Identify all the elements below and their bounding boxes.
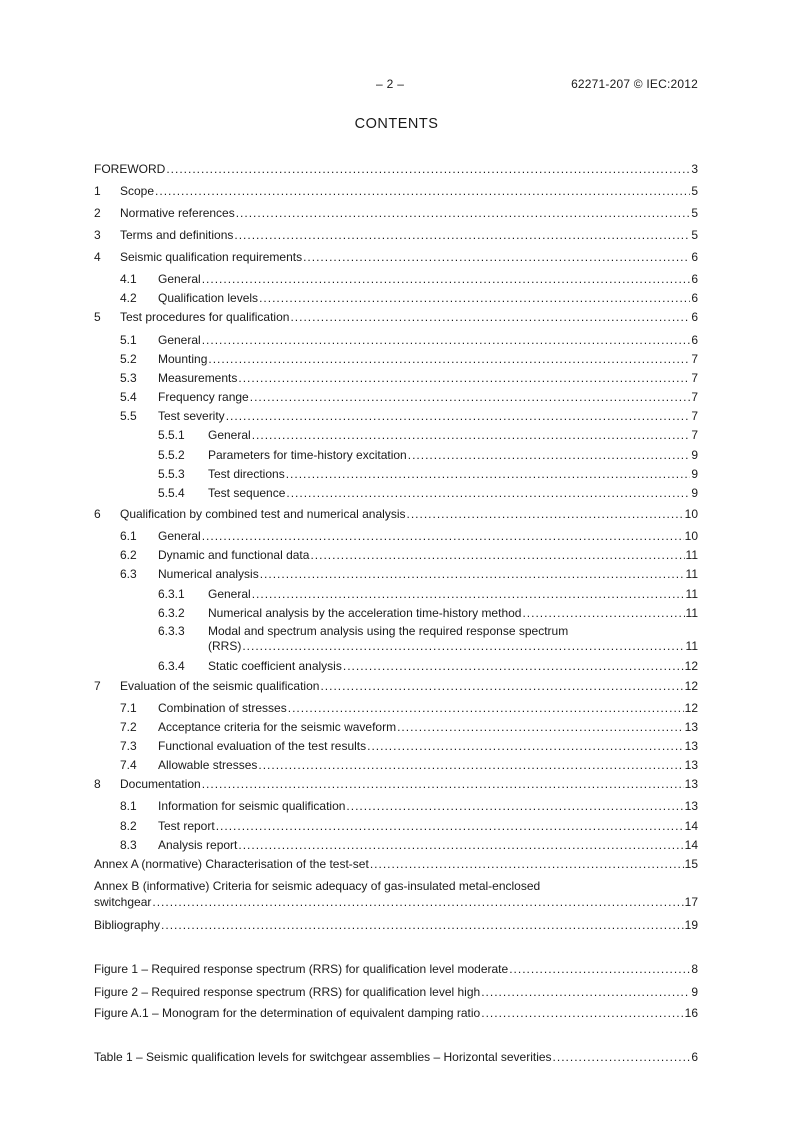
toc-entry-5-5-3[interactable] (94, 465, 698, 481)
toc-entry-annex-a[interactable] (94, 855, 698, 871)
toc-number: 6.3 (120, 567, 137, 581)
toc-entry-5-5-1[interactable] (94, 426, 698, 442)
toc-number: 6 (94, 507, 101, 521)
figure-label: Figure 2 – Required response spectrum (RRS) for qualification level high (94, 985, 481, 999)
toc-page: 9 (691, 467, 698, 481)
toc-label: Mounting (158, 352, 208, 366)
toc-page: 5 (691, 228, 698, 242)
toc-page: 3 (691, 162, 698, 176)
toc-number: 4.1 (120, 272, 137, 286)
toc-label: Test directions (208, 467, 285, 481)
toc-number: 6.2 (120, 548, 137, 562)
toc-label: Allowable stresses (158, 758, 258, 772)
toc-page: 17 (684, 895, 698, 909)
toc-page: 11 (685, 587, 698, 601)
toc-label: Bibliography (94, 918, 161, 932)
toc-page: 12 (684, 679, 698, 693)
toc-entry-6-1[interactable] (94, 527, 698, 543)
toc-label: Analysis report (158, 838, 238, 852)
page-number: – 2 – (376, 77, 405, 91)
toc-label: Information for seismic qualification (158, 799, 346, 813)
document-reference: 62271-207 © IEC:2012 (571, 77, 698, 91)
toc-entry-6-3-3[interactable] (94, 637, 698, 653)
toc-entry-5[interactable] (94, 308, 698, 324)
toc-page: 13 (684, 739, 698, 753)
page-title: CONTENTS (354, 116, 439, 132)
toc-number: 1 (94, 184, 101, 198)
toc-number: 5.2 (120, 352, 137, 366)
toc-label: Numerical analysis by the acceleration time-history method (208, 606, 522, 620)
toc-entry-6-3[interactable] (94, 565, 698, 581)
figure-page: 9 (691, 985, 698, 999)
toc-number: 2 (94, 206, 101, 220)
toc-label: General (208, 428, 251, 442)
toc-number: 7.3 (120, 739, 137, 753)
toc-page: 19 (684, 918, 698, 932)
table-entry[interactable] (94, 1048, 698, 1064)
toc-label: General (158, 333, 201, 347)
figure-entry[interactable] (94, 983, 698, 999)
toc-number: 5.5.4 (158, 486, 185, 500)
toc-entry-2[interactable] (94, 204, 698, 220)
toc-page: 6 (691, 250, 698, 264)
toc-entry-5-1[interactable] (94, 331, 698, 347)
toc-entry-foreword[interactable] (94, 160, 698, 176)
toc-entry-7-4[interactable] (94, 756, 698, 772)
toc-entry-3[interactable] (94, 226, 698, 242)
toc-number: 7.4 (120, 758, 137, 772)
toc-entry-annex-b-line1: Annex B (informative) Criteria for seismic adequacy of gas-insulated metal-enclosed (94, 879, 541, 893)
toc-number: 5.4 (120, 390, 137, 404)
toc-number: 5.1 (120, 333, 137, 347)
toc-page: 11 (685, 567, 698, 581)
toc-entry-6-3-1[interactable] (94, 585, 698, 601)
toc-number: 4.2 (120, 291, 137, 305)
toc-entry-5-5[interactable] (94, 407, 698, 423)
toc-label: Parameters for time-history excitation (208, 448, 407, 462)
toc-page: 15 (684, 857, 698, 871)
figure-page: 8 (691, 962, 698, 976)
toc-number: 5.5.1 (158, 428, 185, 442)
toc-page: 7 (691, 409, 698, 423)
toc-entry-4-2[interactable] (94, 289, 698, 305)
toc-page: 12 (684, 701, 698, 715)
figure-label: Figure A.1 – Monogram for the determination of equivalent damping ratio (94, 1006, 481, 1020)
toc-label: General (158, 272, 201, 286)
toc-label: (RRS) (208, 639, 242, 653)
toc-page: 13 (684, 777, 698, 791)
toc-label: Annex A (normative) Characterisation of the test-set (94, 857, 369, 871)
toc-entry-6-3-3-number: 6.3.3 (158, 624, 185, 638)
toc-page: 9 (691, 448, 698, 462)
toc-number: 3 (94, 228, 101, 242)
toc-label: Terms and definitions (120, 228, 234, 242)
toc-entry-7-1[interactable] (94, 699, 698, 715)
toc-entry-6-2[interactable] (94, 546, 698, 562)
toc-entry-annex-b[interactable] (94, 893, 698, 909)
toc-entry-1[interactable] (94, 182, 698, 198)
toc-number: 7 (94, 679, 101, 693)
toc-number: 6.3.4 (158, 659, 185, 673)
toc-entry-7-3[interactable] (94, 737, 698, 753)
toc-entry-6-3-4[interactable] (94, 657, 698, 673)
toc-page: 7 (691, 390, 698, 404)
toc-entry-bibliography[interactable] (94, 916, 698, 932)
table-label: Table 1 – Seismic qualification levels for switchgear assemblies – Horizontal severities (94, 1050, 552, 1064)
table-page: 6 (691, 1050, 698, 1064)
toc-page: 11 (685, 606, 698, 620)
toc-page: 9 (691, 486, 698, 500)
toc-number: 6.3.2 (158, 606, 185, 620)
toc-entry-7-2[interactable] (94, 718, 698, 734)
toc-label: Test sequence (208, 486, 286, 500)
toc-number: 5.3 (120, 371, 137, 385)
toc-number: 6.1 (120, 529, 137, 543)
toc-number: 7.1 (120, 701, 137, 715)
toc-page: 13 (684, 758, 698, 772)
figure-entry[interactable] (94, 960, 698, 976)
toc-label: Measurements (158, 371, 238, 385)
toc-number: 8.1 (120, 799, 137, 813)
toc-page: 13 (684, 799, 698, 813)
toc-page: 13 (684, 720, 698, 734)
toc-label: switchgear (94, 895, 152, 909)
toc-page: 5 (691, 184, 698, 198)
toc-number: 6.3.1 (158, 587, 185, 601)
toc-number: 7.2 (120, 720, 137, 734)
toc-label: Qualification by combined test and numerical analysis (120, 507, 406, 521)
toc-entry-8-1[interactable] (94, 797, 698, 813)
toc-label: Numerical analysis (158, 567, 259, 581)
figure-label: Figure 1 – Required response spectrum (RRS) for qualification level moderate (94, 962, 509, 976)
toc-entry-8-2[interactable] (94, 817, 698, 833)
toc-number: 5 (94, 310, 101, 324)
toc-label: Test severity (158, 409, 225, 423)
toc-label: FOREWORD (94, 162, 166, 176)
toc-label: Seismic qualification requirements (120, 250, 303, 264)
toc-label: Functional evaluation of the test results (158, 739, 367, 753)
toc-entry-8-3[interactable] (94, 836, 698, 852)
toc-label: Scope (120, 184, 155, 198)
figure-page: 16 (684, 1006, 698, 1020)
toc-label: Test report (158, 819, 215, 833)
toc-entry-7[interactable] (94, 677, 698, 693)
toc-entry-6[interactable] (94, 505, 698, 521)
toc-entry-8[interactable] (94, 775, 698, 791)
toc-page: 6 (691, 272, 698, 286)
figure-entry[interactable] (94, 1004, 698, 1020)
toc-page: 7 (691, 352, 698, 366)
toc-page: 11 (685, 548, 698, 562)
toc-label: Documentation (120, 777, 201, 791)
toc-entry-4-1[interactable] (94, 270, 698, 286)
toc-label: Static coefficient analysis (208, 659, 342, 673)
toc-label: Evaluation of the seismic qualification (120, 679, 320, 693)
toc-number: 8 (94, 777, 101, 791)
toc-label: General (158, 529, 201, 543)
toc-page: 12 (684, 659, 698, 673)
toc-page: 6 (691, 291, 698, 305)
toc-entry-5-3[interactable] (94, 369, 698, 385)
toc-label: Frequency range (158, 390, 249, 404)
toc-number: 4 (94, 250, 101, 264)
toc-page: 5 (691, 206, 698, 220)
toc-entry-5-5-2[interactable] (94, 446, 698, 462)
toc-number: 8.2 (120, 819, 137, 833)
toc-page: 10 (684, 507, 698, 521)
toc-page: 6 (691, 333, 698, 347)
toc-entry-6-3-2[interactable] (94, 604, 698, 620)
toc-number: 8.3 (120, 838, 137, 852)
toc-number: 5.5.3 (158, 467, 185, 481)
toc-page: 14 (684, 838, 698, 852)
toc-label: Test procedures for qualification (120, 310, 290, 324)
toc-label: Acceptance criteria for the seismic waveform (158, 720, 397, 734)
toc-label: Qualification levels (158, 291, 259, 305)
toc-label: Dynamic and functional data (158, 548, 310, 562)
toc-label: Combination of stresses (158, 701, 287, 715)
toc-entry-5-5-4[interactable] (94, 484, 698, 500)
toc-page: 6 (691, 310, 698, 324)
toc-entry-5-4[interactable] (94, 388, 698, 404)
toc-page: 14 (684, 819, 698, 833)
toc-label: Normative references (120, 206, 235, 220)
toc-number: 5.5 (120, 409, 137, 423)
toc-label: General (208, 587, 251, 601)
toc-page: 7 (691, 371, 698, 385)
toc-entry-5-2[interactable] (94, 350, 698, 366)
toc-page: 7 (691, 428, 698, 442)
toc-page: 10 (684, 529, 698, 543)
toc-number: 5.5.2 (158, 448, 185, 462)
toc-entry-4[interactable] (94, 248, 698, 264)
toc-entry-6-3-3-line1: Modal and spectrum analysis using the required response spectrum (208, 624, 569, 638)
toc-page: 11 (685, 639, 698, 653)
